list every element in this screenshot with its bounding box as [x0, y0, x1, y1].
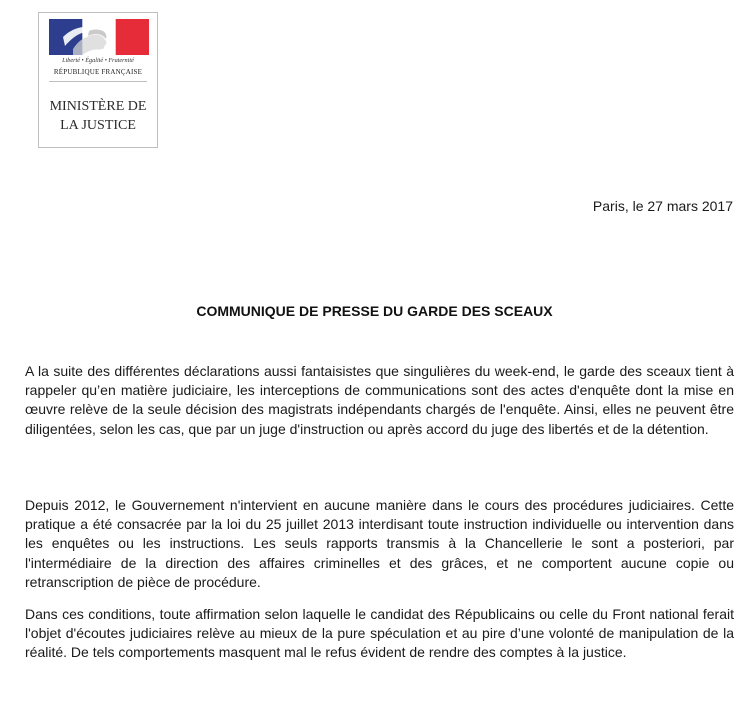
ministry-logo [38, 12, 158, 148]
paragraph-3: Dans ces conditions, toute affirmation selon laquelle le candidat des Républicains ou celle du Front national ferait l'objet d'écoutes judiciaires relève au mieux de la pure spéculation et au pire d’une volonté de manipulation de la réalité. De tels comportements masquent mal le refus évident de rendre des comptes à la justice. [25, 606, 734, 661]
marianne-flag-icon [49, 19, 149, 55]
document-date: Paris, le 27 mars 2017 [592, 198, 733, 214]
paragraph-2: Depuis 2012, le Gouvernement n'intervient en aucune manière dans le cours des procédures judiciaires. Cette pratique a été consacrée par la loi du 25 juillet 2013 interdisant toute instruction individuelle ou intervention dans les enquêtes ou les instructions. Les seuls rapports transmis à la Chancellerie le sont a posteriori, par l'intermédiaire de la direction des affaires criminelles et des grâces, et ne comportent aucune copie ou retranscription de pièce de procédure. [25, 497, 734, 590]
paragraph-1: A la suite des différentes déclarations aussi fantaisistes que singulières du week-end, le garde des sceaux tient à rappeler qu’en matière judiciaire, les interceptions de communications sont des actes d'enquête dont la mise en œuvre relève de la seule décision des magistrats indépendants chargés de l'enquête. Ainsi, elles ne peuvent être diligentées, selon les cas, que par un juge d'instruction ou après accord du juge des libertés et de la détention. [25, 363, 734, 437]
logo-divider [49, 81, 147, 82]
republic-motto: Liberté • Égalité • Fraternité [62, 57, 134, 64]
ministry-name [39, 97, 157, 135]
ministry-line-1: MINISTÈRE DE [49, 99, 147, 114]
ministry-line-2: LA JUSTICE [60, 118, 136, 133]
document-title: COMMUNIQUE DE PRESSE DU GARDE DES SCEAUX [196, 303, 553, 319]
republic-name: RÉPUBLIQUE FRANÇAISE [53, 68, 143, 76]
